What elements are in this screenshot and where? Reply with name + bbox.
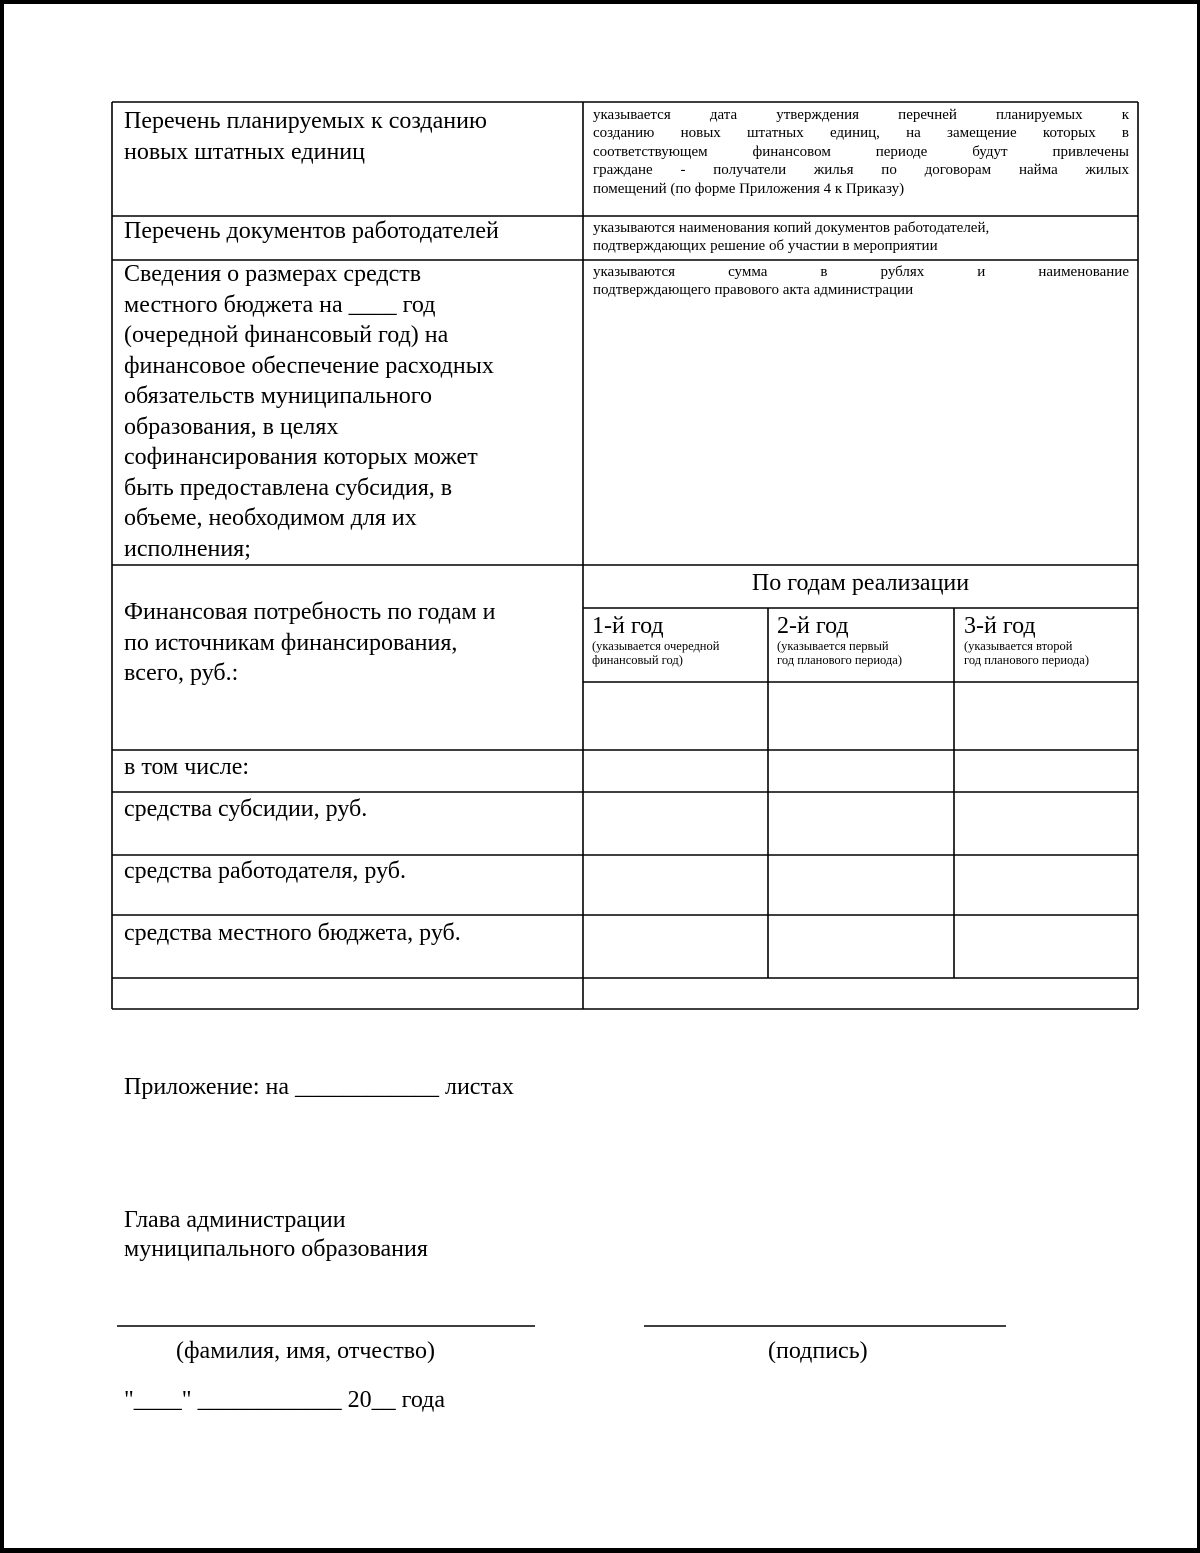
year-title: 2-й год [777, 613, 849, 639]
year-note: год планового периода) [964, 653, 1089, 667]
year-note: год планового периода) [777, 653, 902, 667]
row-explanation [593, 219, 1129, 256]
label-line: финансовое обеспечение расходных [124, 352, 494, 379]
explanation-line: подтверждающего правового акта администрации [593, 282, 914, 299]
head-line: Глава администрации [124, 1207, 346, 1233]
date-line: "____" ____________ 20__ года [124, 1387, 446, 1413]
year-title: 1-й год [592, 613, 664, 639]
breakdown-label: средства местного бюджета, руб. [124, 920, 461, 946]
year-title: 3-й год [964, 613, 1036, 639]
breakdown-label: в том числе: [124, 754, 250, 780]
year-note: (указывается второй [964, 639, 1073, 653]
label-line: Перечень планируемых к созданию [124, 108, 487, 134]
explanation-line: созданию новых штатных единиц, на замещение которых в [593, 125, 1129, 142]
explanation-line: соответствующем финансовом периоде будут привлечены [593, 143, 1129, 160]
row-explanation [593, 263, 1129, 300]
label-line: обязательств муниципального [124, 383, 432, 409]
year-note: (указывается очередной [592, 639, 720, 653]
year-3-header [964, 613, 1089, 667]
year-2-header [777, 613, 902, 667]
label-line: исполнения; [124, 535, 251, 562]
explanation-line: помещений (по форме Приложения 4 к Приказу) [593, 180, 905, 197]
head-line: муниципального образования [124, 1236, 428, 1262]
fio-caption: (фамилия, имя, отчество) [176, 1338, 435, 1364]
label-line: быть предоставлена субсидия, в [124, 474, 453, 501]
label-line: всего, руб.: [124, 660, 239, 686]
row-label [124, 106, 487, 167]
label-line: объеме, необходимом для их [124, 505, 417, 531]
label-line: по источникам финансирования, [124, 629, 458, 656]
label-line: образования, в целях [124, 413, 339, 440]
label-line: местного бюджета на ____ год [124, 291, 436, 318]
label-line: софинансирования которых может [124, 444, 478, 470]
financial-need-label [124, 597, 496, 689]
label-line: новых штатных единиц [124, 138, 365, 165]
head-of-administration [124, 1206, 428, 1264]
row-label [124, 216, 499, 247]
year-note: финансовый год) [592, 653, 683, 667]
explanation-line: граждане - получатели жилья по договорам найма жилых [593, 162, 1129, 179]
row-explanation [593, 106, 1129, 198]
row-label [124, 259, 494, 564]
years-header: По годам реализации [751, 570, 970, 596]
label-line: Сведения о размерах средств [124, 261, 422, 287]
year-1-header [592, 613, 719, 667]
explanation-line: указываются сумма в рублях и наименование [593, 264, 1129, 280]
breakdown-label: средства субсидии, руб. [124, 796, 368, 822]
explanation-line: указывается дата утверждения перечней планируемых к [593, 107, 1129, 123]
label-line: Финансовая потребность по годам и [124, 599, 496, 625]
attachment-line: Приложение: на ____________ листах [124, 1074, 514, 1100]
explanation-line: подтверждающих решение об участии в мероприятии [593, 238, 938, 255]
label-line: Перечень документов работодателей [124, 218, 499, 244]
signature-caption: (подпись) [768, 1338, 868, 1364]
explanation-line: указываются наименования копий документов работодателей, [593, 220, 990, 236]
breakdown-label: средства работодателя, руб. [124, 858, 407, 884]
year-note: (указывается первый [777, 639, 889, 653]
label-line: (очередной финансовый год) на [124, 322, 449, 348]
